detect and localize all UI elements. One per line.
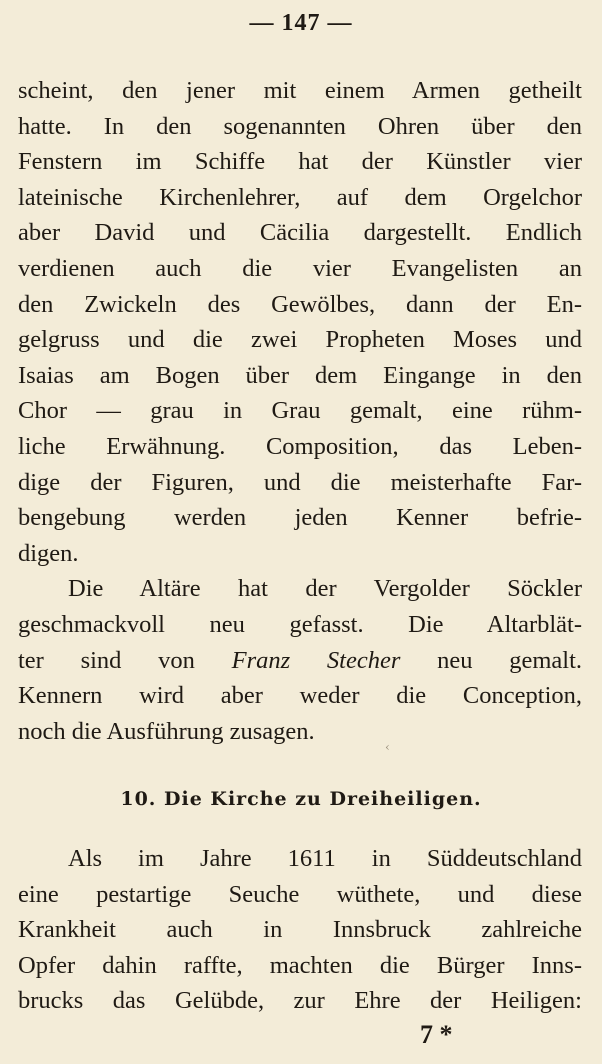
- text-line: Isaias am Bogen über dem Eingange in den: [18, 361, 582, 389]
- text-line: Die Altäre hat der Vergolder Söckler: [68, 575, 582, 603]
- text-line: liche Erwähnung. Composition, das Leben-: [18, 432, 582, 460]
- artist-name: Franz Stecher: [231, 646, 401, 674]
- text-line: aber David und Cäcilia dargestellt. Endlich: [18, 219, 582, 247]
- text-line: eine pestartige Seuche wüthete, und diese: [18, 880, 582, 908]
- text-line: scheint, den jener mit einem Armen getheilt: [18, 77, 582, 104]
- text-line: gelgruss und die zwei Propheten Moses und: [18, 326, 582, 354]
- signature-mark: 7 *: [420, 1020, 453, 1049]
- paragraph-1: [18, 73, 582, 749]
- text-line: Opfer dahin raffte, machten die Bürger Inns-: [18, 951, 582, 979]
- text-line: lateinische Kirchenlehrer, auf dem Orgelchor: [18, 183, 582, 211]
- text-line: noch die Ausführung zusagen.: [18, 717, 315, 745]
- text-line: Chor — grau in Grau gemalt, eine rühm-: [18, 397, 582, 425]
- section-paragraph: [18, 841, 582, 1019]
- page-number: — 147 —: [249, 10, 353, 36]
- section-heading: 10. Die Kirche zu Dreiheiligen.: [120, 788, 482, 810]
- text-line: Kennern wird aber weder die Conception,: [18, 682, 582, 710]
- stray-mark: ‹: [385, 740, 390, 754]
- text-line: digen.: [18, 539, 79, 567]
- text-line: Krankheit auch in Innsbruck zahlreiche: [18, 916, 582, 944]
- text-segment: neu gemalt.: [400, 646, 582, 674]
- text-line: dige der Figuren, und die meisterhafte Far-: [18, 468, 582, 496]
- text-line: hatte. In den sogenannten Ohren über den: [18, 112, 582, 140]
- text-line: geschmackvoll neu gefasst. Die Altarblät-: [18, 610, 582, 638]
- text-line: verdienen auch die vier Evangelisten an: [18, 254, 582, 282]
- text-line: bengebung werden jeden Kenner befrie-: [18, 504, 582, 532]
- text-line: brucks das Gelübde, zur Ehre der Heiligen:: [18, 987, 582, 1015]
- text-line: Fenstern im Schiffe hat der Künstler vier: [18, 148, 582, 176]
- text-line: den Zwickeln des Gewölbes, dann der En-: [18, 290, 582, 318]
- text-segment: ter sind von: [18, 646, 232, 674]
- text-line: Als im Jahre 1611 in Süddeutschland: [68, 845, 582, 872]
- text-line-with-name: [18, 643, 582, 679]
